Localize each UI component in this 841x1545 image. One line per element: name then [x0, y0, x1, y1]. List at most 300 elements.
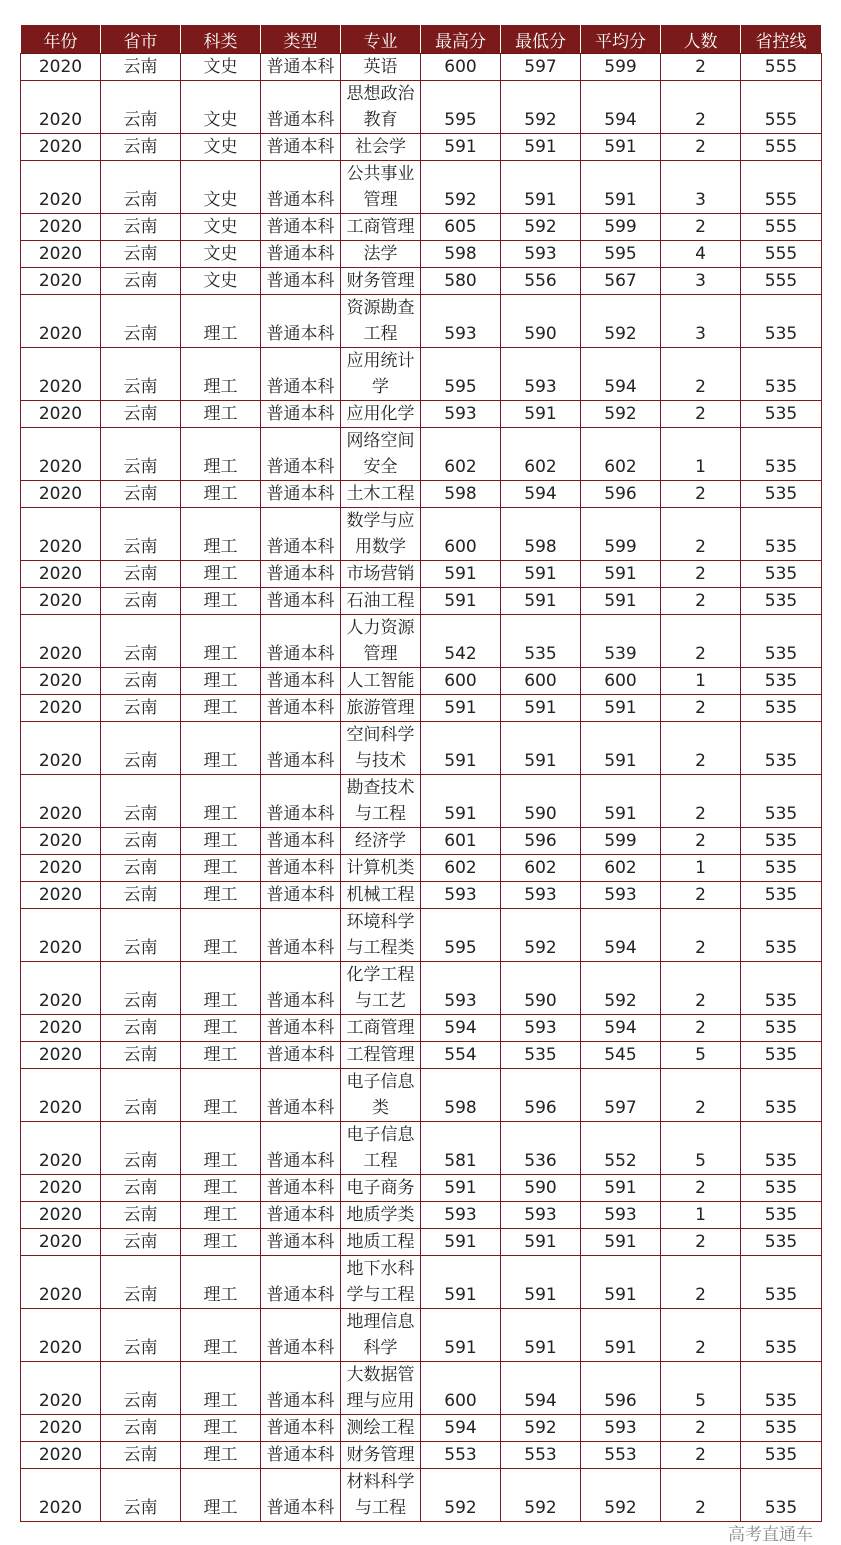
cell-year: 2020	[21, 1469, 101, 1522]
cell-control-line: 535	[741, 508, 822, 561]
cell-max-score: 580	[421, 268, 501, 295]
cell-province: 云南	[101, 508, 181, 561]
cell-category: 理工	[181, 481, 261, 508]
cell-avg-score: 594	[581, 348, 661, 401]
cell-province: 云南	[101, 295, 181, 348]
cell-major: 人工智能	[341, 668, 421, 695]
cell-control-line: 555	[741, 214, 822, 241]
cell-province: 云南	[101, 828, 181, 855]
cell-max-score: 600	[421, 668, 501, 695]
cell-category: 文史	[181, 81, 261, 134]
cell-control-line: 555	[741, 134, 822, 161]
cell-count: 2	[661, 722, 741, 775]
cell-control-line: 535	[741, 481, 822, 508]
cell-major: 测绘工程	[341, 1415, 421, 1442]
cell-category: 文史	[181, 134, 261, 161]
cell-year: 2020	[21, 1015, 101, 1042]
cell-category: 理工	[181, 1202, 261, 1229]
cell-major: 思想政治教育	[341, 81, 421, 134]
cell-year: 2020	[21, 909, 101, 962]
cell-control-line: 535	[741, 588, 822, 615]
cell-type: 普通本科	[261, 1015, 341, 1042]
cell-max-score: 598	[421, 1069, 501, 1122]
cell-type: 普通本科	[261, 1042, 341, 1069]
cell-count: 5	[661, 1042, 741, 1069]
cell-max-score: 591	[421, 134, 501, 161]
cell-province: 云南	[101, 1015, 181, 1042]
cell-avg-score: 595	[581, 241, 661, 268]
cell-max-score: 542	[421, 615, 501, 668]
cell-max-score: 602	[421, 855, 501, 882]
cell-min-score: 593	[501, 1202, 581, 1229]
cell-major: 财务管理	[341, 268, 421, 295]
cell-type: 普通本科	[261, 588, 341, 615]
table-row	[21, 962, 822, 1015]
cell-max-score: 591	[421, 722, 501, 775]
cell-major: 地质工程	[341, 1229, 421, 1256]
cell-province: 云南	[101, 909, 181, 962]
cell-max-score: 592	[421, 161, 501, 214]
cell-province: 云南	[101, 855, 181, 882]
cell-province: 云南	[101, 241, 181, 268]
cell-max-score: 601	[421, 828, 501, 855]
cell-major: 化学工程与工艺	[341, 962, 421, 1015]
cell-major: 人力资源管理	[341, 615, 421, 668]
cell-min-score: 593	[501, 241, 581, 268]
cell-count: 2	[661, 134, 741, 161]
cell-category: 理工	[181, 508, 261, 561]
table-row	[21, 161, 822, 214]
cell-type: 普通本科	[261, 401, 341, 428]
cell-max-score: 591	[421, 1175, 501, 1202]
cell-year: 2020	[21, 882, 101, 909]
cell-type: 普通本科	[261, 1442, 341, 1469]
cell-avg-score: 567	[581, 268, 661, 295]
table-row	[21, 348, 822, 401]
cell-year: 2020	[21, 295, 101, 348]
table-row	[21, 1362, 822, 1415]
table-row	[21, 134, 822, 161]
cell-year: 2020	[21, 588, 101, 615]
cell-max-score: 595	[421, 81, 501, 134]
cell-count: 2	[661, 909, 741, 962]
cell-min-score: 592	[501, 1469, 581, 1522]
table-row	[21, 428, 822, 481]
cell-control-line: 535	[741, 401, 822, 428]
cell-major: 土木工程	[341, 481, 421, 508]
cell-year: 2020	[21, 508, 101, 561]
cell-avg-score: 591	[581, 722, 661, 775]
cell-max-score: 598	[421, 481, 501, 508]
table-row	[21, 1122, 822, 1175]
cell-count: 2	[661, 1015, 741, 1042]
cell-type: 普通本科	[261, 268, 341, 295]
cell-avg-score: 592	[581, 1469, 661, 1522]
cell-type: 普通本科	[261, 1122, 341, 1175]
cell-major: 社会学	[341, 134, 421, 161]
cell-province: 云南	[101, 268, 181, 295]
header-count: 人数	[661, 25, 741, 54]
cell-year: 2020	[21, 1122, 101, 1175]
cell-min-score: 593	[501, 348, 581, 401]
cell-category: 理工	[181, 1309, 261, 1362]
table-row	[21, 268, 822, 295]
cell-min-score: 591	[501, 1229, 581, 1256]
cell-type: 普通本科	[261, 882, 341, 909]
cell-province: 云南	[101, 81, 181, 134]
cell-avg-score: 593	[581, 1202, 661, 1229]
cell-category: 理工	[181, 855, 261, 882]
table-row	[21, 828, 822, 855]
table-row	[21, 508, 822, 561]
cell-year: 2020	[21, 1362, 101, 1415]
cell-min-score: 591	[501, 1309, 581, 1362]
cell-count: 2	[661, 561, 741, 588]
cell-category: 理工	[181, 1229, 261, 1256]
cell-avg-score: 591	[581, 561, 661, 588]
cell-control-line: 535	[741, 855, 822, 882]
cell-control-line: 535	[741, 1175, 822, 1202]
cell-control-line: 535	[741, 1122, 822, 1175]
cell-province: 云南	[101, 161, 181, 214]
cell-min-score: 591	[501, 722, 581, 775]
cell-major: 地下水科学与工程	[341, 1256, 421, 1309]
cell-major: 机械工程	[341, 882, 421, 909]
cell-category: 理工	[181, 1042, 261, 1069]
cell-type: 普通本科	[261, 1256, 341, 1309]
cell-type: 普通本科	[261, 161, 341, 214]
cell-control-line: 535	[741, 428, 822, 481]
cell-avg-score: 594	[581, 909, 661, 962]
cell-count: 2	[661, 1469, 741, 1522]
cell-control-line: 535	[741, 348, 822, 401]
cell-type: 普通本科	[261, 295, 341, 348]
cell-year: 2020	[21, 1309, 101, 1362]
header-major: 专业	[341, 25, 421, 54]
cell-max-score: 605	[421, 214, 501, 241]
cell-avg-score: 599	[581, 828, 661, 855]
cell-category: 文史	[181, 54, 261, 81]
cell-category: 理工	[181, 615, 261, 668]
cell-category: 理工	[181, 1415, 261, 1442]
cell-category: 理工	[181, 1175, 261, 1202]
cell-avg-score: 593	[581, 1415, 661, 1442]
table-row	[21, 241, 822, 268]
cell-category: 理工	[181, 1256, 261, 1309]
cell-category: 理工	[181, 295, 261, 348]
cell-avg-score: 596	[581, 481, 661, 508]
cell-category: 理工	[181, 1015, 261, 1042]
cell-province: 云南	[101, 134, 181, 161]
cell-control-line: 535	[741, 775, 822, 828]
cell-min-score: 602	[501, 855, 581, 882]
cell-type: 普通本科	[261, 241, 341, 268]
cell-category: 理工	[181, 962, 261, 1015]
cell-max-score: 591	[421, 1309, 501, 1362]
cell-max-score: 591	[421, 561, 501, 588]
cell-max-score: 593	[421, 882, 501, 909]
cell-min-score: 590	[501, 775, 581, 828]
cell-max-score: 593	[421, 401, 501, 428]
cell-avg-score: 597	[581, 1069, 661, 1122]
cell-min-score: 591	[501, 134, 581, 161]
cell-min-score: 593	[501, 882, 581, 909]
cell-max-score: 591	[421, 695, 501, 722]
cell-control-line: 535	[741, 615, 822, 668]
cell-count: 2	[661, 588, 741, 615]
cell-max-score: 592	[421, 1469, 501, 1522]
cell-avg-score: 599	[581, 54, 661, 81]
cell-count: 2	[661, 81, 741, 134]
cell-category: 理工	[181, 695, 261, 722]
cell-province: 云南	[101, 1229, 181, 1256]
table-row	[21, 775, 822, 828]
cell-count: 2	[661, 775, 741, 828]
cell-min-score: 591	[501, 695, 581, 722]
table-body	[21, 54, 822, 1522]
header-province: 省市	[101, 25, 181, 54]
cell-year: 2020	[21, 668, 101, 695]
cell-min-score: 590	[501, 295, 581, 348]
cell-count: 3	[661, 268, 741, 295]
cell-avg-score: 591	[581, 695, 661, 722]
cell-year: 2020	[21, 214, 101, 241]
cell-category: 理工	[181, 909, 261, 962]
cell-major: 计算机类	[341, 855, 421, 882]
cell-avg-score: 599	[581, 214, 661, 241]
cell-control-line: 555	[741, 241, 822, 268]
cell-major: 工商管理	[341, 1015, 421, 1042]
cell-min-score: 591	[501, 401, 581, 428]
cell-min-score: 591	[501, 588, 581, 615]
cell-control-line: 535	[741, 962, 822, 1015]
table-row	[21, 1042, 822, 1069]
cell-year: 2020	[21, 1042, 101, 1069]
cell-type: 普通本科	[261, 1229, 341, 1256]
cell-min-score: 592	[501, 1415, 581, 1442]
cell-province: 云南	[101, 615, 181, 668]
cell-control-line: 535	[741, 1469, 822, 1522]
cell-control-line: 535	[741, 1442, 822, 1469]
cell-min-score: 600	[501, 668, 581, 695]
cell-province: 云南	[101, 401, 181, 428]
cell-major: 财务管理	[341, 1442, 421, 1469]
cell-min-score: 592	[501, 81, 581, 134]
cell-year: 2020	[21, 81, 101, 134]
cell-count: 2	[661, 695, 741, 722]
cell-count: 5	[661, 1362, 741, 1415]
header-max-score: 最高分	[421, 25, 501, 54]
cell-year: 2020	[21, 428, 101, 481]
cell-type: 普通本科	[261, 828, 341, 855]
cell-year: 2020	[21, 241, 101, 268]
cell-count: 1	[661, 668, 741, 695]
cell-avg-score: 602	[581, 855, 661, 882]
cell-type: 普通本科	[261, 909, 341, 962]
cell-min-score: 591	[501, 1256, 581, 1309]
cell-major: 网络空间安全	[341, 428, 421, 481]
cell-type: 普通本科	[261, 1362, 341, 1415]
cell-type: 普通本科	[261, 855, 341, 882]
cell-type: 普通本科	[261, 1415, 341, 1442]
cell-min-score: 536	[501, 1122, 581, 1175]
cell-province: 云南	[101, 668, 181, 695]
cell-year: 2020	[21, 134, 101, 161]
cell-year: 2020	[21, 54, 101, 81]
cell-major: 应用统计学	[341, 348, 421, 401]
cell-max-score: 591	[421, 775, 501, 828]
cell-province: 云南	[101, 1202, 181, 1229]
table-row	[21, 722, 822, 775]
header-control-line: 省控线	[741, 25, 822, 54]
cell-min-score: 590	[501, 962, 581, 1015]
cell-province: 云南	[101, 1415, 181, 1442]
cell-type: 普通本科	[261, 428, 341, 481]
cell-type: 普通本科	[261, 134, 341, 161]
table-row	[21, 1229, 822, 1256]
cell-type: 普通本科	[261, 775, 341, 828]
cell-avg-score: 552	[581, 1122, 661, 1175]
cell-major: 应用化学	[341, 401, 421, 428]
table-row	[21, 855, 822, 882]
table-row	[21, 295, 822, 348]
cell-province: 云南	[101, 1069, 181, 1122]
cell-count: 4	[661, 241, 741, 268]
cell-avg-score: 591	[581, 775, 661, 828]
cell-province: 云南	[101, 1442, 181, 1469]
cell-category: 理工	[181, 882, 261, 909]
cell-control-line: 535	[741, 1202, 822, 1229]
cell-year: 2020	[21, 348, 101, 401]
cell-category: 理工	[181, 1442, 261, 1469]
cell-type: 普通本科	[261, 668, 341, 695]
cell-category: 文史	[181, 161, 261, 214]
cell-avg-score: 594	[581, 81, 661, 134]
cell-max-score: 594	[421, 1015, 501, 1042]
cell-major: 数学与应用数学	[341, 508, 421, 561]
cell-major: 经济学	[341, 828, 421, 855]
cell-province: 云南	[101, 1042, 181, 1069]
cell-count: 2	[661, 401, 741, 428]
cell-category: 理工	[181, 775, 261, 828]
cell-major: 工程管理	[341, 1042, 421, 1069]
cell-major: 地理信息科学	[341, 1309, 421, 1362]
cell-min-score: 596	[501, 828, 581, 855]
cell-min-score: 591	[501, 161, 581, 214]
cell-year: 2020	[21, 1256, 101, 1309]
cell-category: 理工	[181, 428, 261, 481]
cell-category: 理工	[181, 1362, 261, 1415]
table-row	[21, 1309, 822, 1362]
table-row	[21, 882, 822, 909]
table-row	[21, 1469, 822, 1522]
cell-min-score: 593	[501, 1015, 581, 1042]
cell-type: 普通本科	[261, 348, 341, 401]
cell-province: 云南	[101, 214, 181, 241]
cell-type: 普通本科	[261, 54, 341, 81]
table-row	[21, 1442, 822, 1469]
cell-count: 1	[661, 855, 741, 882]
cell-count: 2	[661, 1309, 741, 1362]
cell-max-score: 593	[421, 962, 501, 1015]
cell-min-score: 553	[501, 1442, 581, 1469]
cell-major: 大数据管理与应用	[341, 1362, 421, 1415]
cell-max-score: 595	[421, 348, 501, 401]
table-row	[21, 214, 822, 241]
cell-avg-score: 591	[581, 588, 661, 615]
cell-province: 云南	[101, 695, 181, 722]
cell-type: 普通本科	[261, 81, 341, 134]
cell-type: 普通本科	[261, 561, 341, 588]
table-row	[21, 561, 822, 588]
cell-avg-score: 593	[581, 882, 661, 909]
cell-province: 云南	[101, 561, 181, 588]
cell-max-score: 591	[421, 588, 501, 615]
cell-category: 理工	[181, 401, 261, 428]
cell-major: 地质学类	[341, 1202, 421, 1229]
cell-year: 2020	[21, 1229, 101, 1256]
cell-control-line: 535	[741, 1069, 822, 1122]
cell-min-score: 535	[501, 1042, 581, 1069]
cell-year: 2020	[21, 1442, 101, 1469]
cell-major: 旅游管理	[341, 695, 421, 722]
cell-major: 空间科学与技术	[341, 722, 421, 775]
cell-count: 3	[661, 161, 741, 214]
cell-category: 理工	[181, 561, 261, 588]
cell-type: 普通本科	[261, 615, 341, 668]
cell-control-line: 535	[741, 695, 822, 722]
cell-control-line: 555	[741, 81, 822, 134]
cell-count: 2	[661, 1415, 741, 1442]
cell-max-score: 591	[421, 1256, 501, 1309]
cell-control-line: 535	[741, 295, 822, 348]
cell-max-score: 602	[421, 428, 501, 481]
cell-max-score: 598	[421, 241, 501, 268]
header-category: 科类	[181, 25, 261, 54]
table-header-row	[21, 25, 822, 54]
cell-count: 2	[661, 1256, 741, 1309]
table-row	[21, 1069, 822, 1122]
cell-min-score: 590	[501, 1175, 581, 1202]
cell-count: 2	[661, 828, 741, 855]
cell-type: 普通本科	[261, 1469, 341, 1522]
table-row	[21, 668, 822, 695]
cell-province: 云南	[101, 348, 181, 401]
cell-control-line: 535	[741, 561, 822, 588]
cell-major: 电子信息类	[341, 1069, 421, 1122]
cell-major: 电子信息工程	[341, 1122, 421, 1175]
cell-province: 云南	[101, 962, 181, 1015]
cell-avg-score: 592	[581, 962, 661, 1015]
cell-min-score: 592	[501, 909, 581, 962]
cell-province: 云南	[101, 1309, 181, 1362]
cell-major: 环境科学与工程类	[341, 909, 421, 962]
cell-major: 英语	[341, 54, 421, 81]
cell-category: 理工	[181, 1122, 261, 1175]
cell-avg-score: 591	[581, 1175, 661, 1202]
cell-major: 资源勘查工程	[341, 295, 421, 348]
cell-count: 2	[661, 508, 741, 561]
cell-avg-score: 599	[581, 508, 661, 561]
cell-avg-score: 591	[581, 161, 661, 214]
cell-min-score: 598	[501, 508, 581, 561]
cell-type: 普通本科	[261, 1309, 341, 1362]
cell-province: 云南	[101, 1175, 181, 1202]
cell-category: 文史	[181, 241, 261, 268]
cell-control-line: 535	[741, 882, 822, 909]
cell-province: 云南	[101, 1469, 181, 1522]
cell-avg-score: 602	[581, 428, 661, 481]
